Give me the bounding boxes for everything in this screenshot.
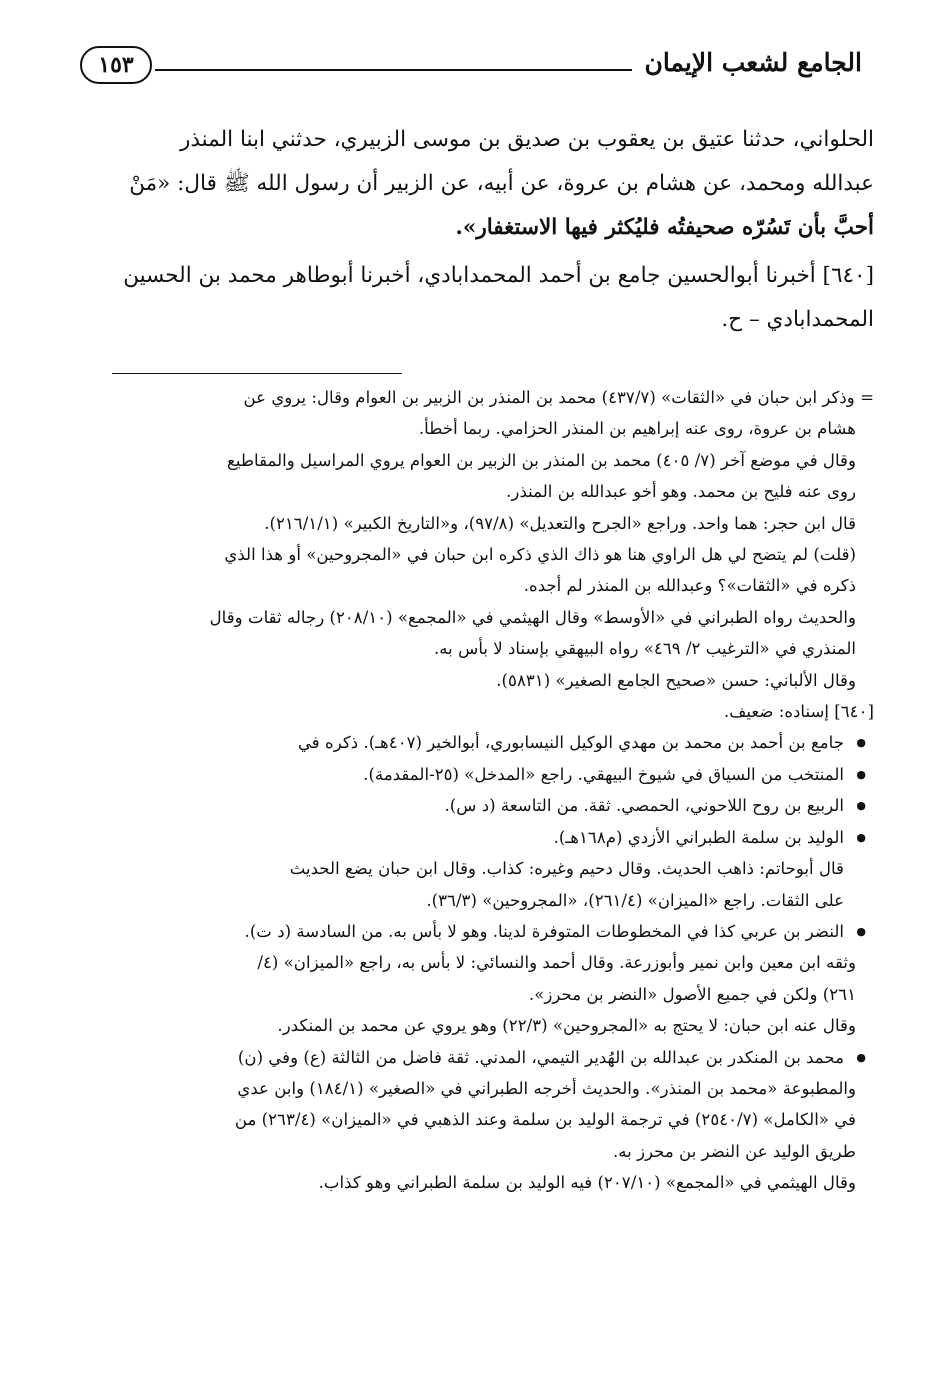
footnote-line: ذكره في «الثقات»؟ وعبدالله بن المنذر لم أجده.	[523, 576, 856, 596]
footnote-bullet: ● جامع بن أحمد بن محمد بن مهدي الوكيل النيسابوري، أبوالخير (٤٠٧هـ). ذكره في	[60, 727, 874, 758]
hadith-640-line: [٦٤٠] أخبرنا أبوالحسين جامع بن أحمد المحمدابادي، أخبرنا أبوطاهر محمد بن الحسين	[123, 263, 874, 288]
footnotes	[60, 382, 874, 1199]
footnote-bullet: ● النضر بن عربي كذا في المخطوطات المتوفرة لدينا. وهو لا بأس به. من السادسة (د ت).	[60, 916, 874, 947]
footnote-line: المنذري في «الترغيب ٢/ ٤٦٩» رواه البيهقي بإسناد لا بأس به.	[434, 639, 856, 659]
footnote-line: (قلت) لم يتضح لي هل الراوي هنا هو ذاك الذي ذكره ابن حبان في «المجروحين» أو هذا الذي	[224, 545, 856, 565]
footnote-bullet: ● الربيع بن روح اللاحوني، الحمصي. ثقة. من التاسعة (د س).	[60, 790, 874, 821]
page-header	[80, 42, 862, 88]
footnote-line: وثقه ابن معين وابن نمير وأبوزرعة. وقال أحمد والنسائي: لا بأس به، راجع «الميزان» (٤/	[257, 953, 856, 973]
footnote-line: وقال الهيثمي في «المجمع» (٢٠٧/١٠) فيه الوليد بن سلمة الطبراني وهو كذاب.	[318, 1173, 856, 1193]
footnote-line: ٢٦١) ولكن في جميع الأصول «النضر بن محرز».	[528, 984, 856, 1004]
footnote-bullet: ● الوليد بن سلمة الطبراني الأزدي (م١٦٨هـ).	[60, 822, 874, 853]
main-line: الحلواني، حدثنا عتيق بن يعقوب بن صديق بن موسى الزبيري، حدثني ابنا المنذر	[180, 127, 874, 152]
footnote-line: والحديث رواه الطبراني في «الأوسط» وقال الهيثمي في «المجمع» (٢٠٨/١٠) رجاله ثقات وقال	[209, 607, 856, 627]
footnote-line: ● المنتخب من السياق في شيوخ البيهقي. راجع «المدخل» (٢٥-المقدمة).	[60, 759, 874, 790]
footnote-line: طريق الوليد عن النضر بن محرز به.	[612, 1141, 856, 1161]
page-number: ١٥٣	[80, 46, 152, 84]
footnote-line: = وذكر ابن حبان في «الثقات» (٤٣٧/٧) محمد بن المنذر بن الزبير بن العوام وقال: يروي عن	[243, 388, 874, 407]
footnote-line: وقال الألباني: حسن «صحيح الجامع الصغير» (٥٨٣١).	[496, 670, 856, 690]
footnote-line: وقال في موضع آخر (٧/ ٤٠٥) محمد بن المنذر بن الزبير بن العوام يروي المراسيل والمقاطيع	[226, 450, 856, 470]
footnote-line: هشام بن عروة، روى عنه إبراهيم بن المنذر الحزامي. ربما أخطأ.	[418, 419, 856, 439]
footnote-line: روى عنه فليح بن محمد. وهو أخو عبدالله بن المنذر.	[506, 482, 856, 502]
main-line: عبدالله ومحمد، عن هشام بن عروة، عن أبيه، عن الزبير أن رسول الله ﷺ قال: «مَنْ	[129, 171, 874, 196]
footnote-line: قال أبوحاتم: ذاهب الحديث. وقال دحيم وغيره: كذاب. وقال ابن حبان يضع الحديث	[289, 859, 844, 879]
footnote-line: قال ابن حجر: هما واحد. وراجع «الجرح والتعديل» (٩٧/٨)، و«التاريخ الكبير» (٢١٦/١/١).	[264, 513, 856, 533]
footnote-heading-640: [٦٤٠] إسناده: ضعيف.	[723, 702, 874, 722]
footnote-line: في «الكامل» (٢٥٤٠/٧) في ترجمة الوليد بن سلمة وعند الذهبي في «الميزان» (٢٦٣/٤) من	[234, 1110, 856, 1130]
hadith-640-line: المحمدابادي – ح.	[721, 307, 874, 332]
main-line-hadith-text: أحبَّ بأن تَسُرّه صحيفتُه فليُكثر فيها الاستغفار».	[455, 215, 874, 240]
footnote-line: والمطبوعة «محمد بن المنذر». والحديث أخرجه الطبراني في «الصغير» (١٨٤/١) وابن عدي	[237, 1078, 856, 1098]
running-title: الجامع لشعب الإيمان	[644, 48, 862, 77]
footnote-bullet: ● محمد بن المنكدر بن عبدالله بن الهُدير التيمي، المدني. ثقة فاضل من الثالثة (ع) وفي (ن)	[60, 1042, 874, 1073]
main-text	[60, 118, 874, 342]
footnote-line: على الثقات. راجع «الميزان» (٢٦١/٤)، «المجروحين» (٣٦/٣).	[426, 890, 844, 910]
header-rule	[155, 69, 632, 71]
footnote-line: وقال عنه ابن حبان: لا يحتج به «المجروحين» (٢٢/٣) وهو يروي عن محمد بن المنكدر.	[277, 1016, 856, 1036]
footnote-divider	[112, 373, 402, 374]
